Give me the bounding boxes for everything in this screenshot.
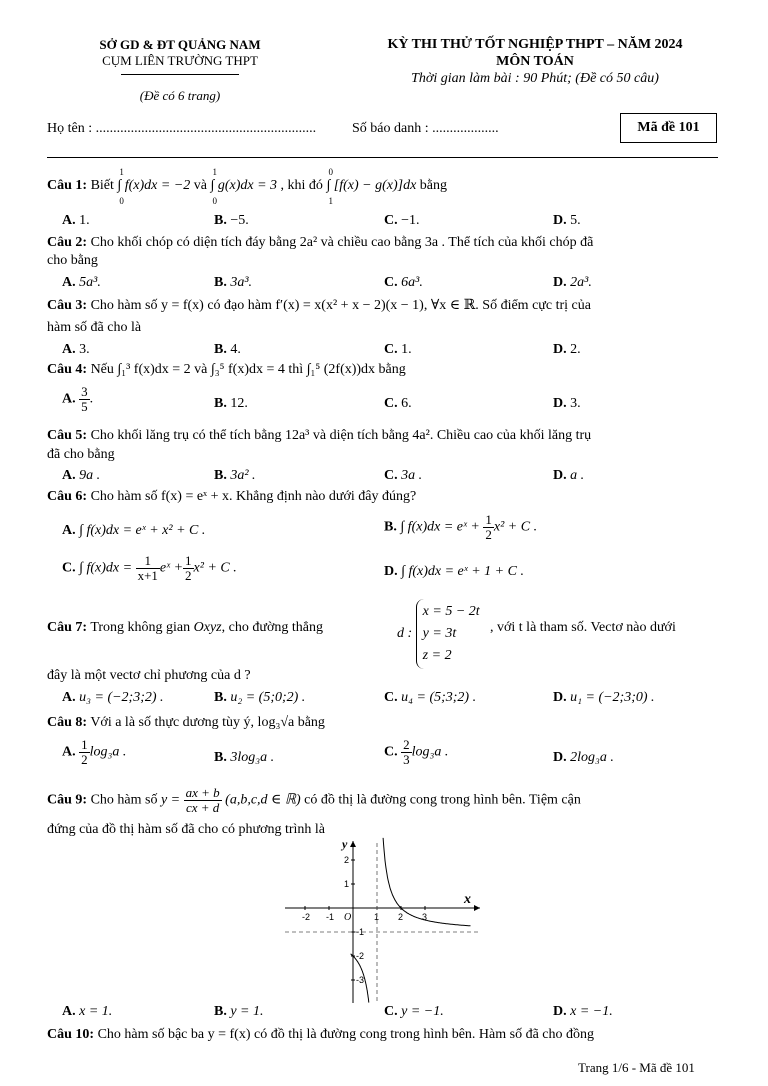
question-7: Câu 7: Trong không gian Oxyz, cho đường thẳng xyxy=(47,620,323,635)
question-7-tail: , với t là tham số. Vectơ nào dưới xyxy=(490,620,676,635)
x-tick-label: 2 xyxy=(398,912,404,922)
q8-option-b[interactable]: B. 3log₃a . xyxy=(214,750,275,765)
q1-option-a[interactable]: A. 1. xyxy=(62,213,90,228)
x-tick-label: 1 xyxy=(374,912,380,922)
y-tick-label: -2 xyxy=(356,951,365,961)
q9-option-c[interactable]: C. y = −1. xyxy=(384,1004,444,1019)
question-4: Câu 4: Nếu ∫₁³ f(x)dx = 2 và ∫₃⁵ f(x)dx = 4 thì ∫₁⁵ (2f(x))dx bằng xyxy=(47,362,406,377)
x-tick-label: -2 xyxy=(302,912,311,922)
question-3: Câu 3: Cho hàm số y = f(x) có đạo hàm f′(x) = x(x² + x − 2)(x − 1), ∀x ∈ ℝ. Số điểm cực trị của xyxy=(47,298,591,313)
question-10: Câu 10: Cho hàm số bậc ba y = f(x) có đồ thị là đường cong trong hình bên. Hàm số đã cho đồng xyxy=(47,1027,595,1042)
hyperbola-graph xyxy=(280,835,490,1005)
q9-option-b[interactable]: B. y = 1. xyxy=(214,1004,264,1019)
q7-option-b[interactable]: B. u₂ = (5;0;2) . xyxy=(214,690,306,705)
q6-option-a[interactable]: A. ∫ f(x)dx = eˣ + x² + C . xyxy=(62,523,206,538)
q1-option-b[interactable]: B. −5. xyxy=(214,213,249,228)
x-tick-label: 3 xyxy=(422,912,428,922)
q4-option-a[interactable]: A. $\frac{3}{5}$ . xyxy=(62,384,94,414)
q8-option-c[interactable]: C. $\frac{2}{3}$ log₃a . xyxy=(384,737,449,767)
q7-option-d[interactable]: D. u₁ = (−2;3;0) . xyxy=(553,690,655,705)
q4-option-c[interactable]: C. 6. xyxy=(384,396,412,411)
time-note: Thời gian làm bài : 90 Phút; (Đề có 50 câu) xyxy=(411,71,659,86)
name-field: Họ tên : ............................................................... xyxy=(47,121,317,136)
x-axis-label: x xyxy=(464,892,471,907)
q2-option-b[interactable]: B. 3a³. xyxy=(214,275,253,290)
exam-code-box: Mã đề 101 xyxy=(620,113,717,143)
q8-option-d[interactable]: D. 2log₃a . xyxy=(553,750,614,765)
header-rule xyxy=(121,74,239,75)
origin-label: O xyxy=(344,912,352,923)
x-tick-label: -1 xyxy=(326,912,335,922)
q6-option-b[interactable]: B. ∫ f(x)dx = eˣ + $\frac{1}{2}$ x² + C . xyxy=(384,512,538,542)
q4-option-d[interactable]: D. 3. xyxy=(553,396,581,411)
question-9-line2: đứng của đồ thị hàm số đã cho có phương trình là xyxy=(47,822,326,837)
question-2: Câu 2: Cho khối chóp có diện tích đáy bằng 2a² và chiều cao bằng 3a . Thể tích của khối chóp đã xyxy=(47,235,594,250)
question-2-line2: cho bằng xyxy=(47,253,98,268)
question-3-line2: hàm số đã cho là xyxy=(47,320,142,335)
q4-option-b[interactable]: B. 12. xyxy=(214,396,248,411)
candidate-number-field: Số báo danh : ................... xyxy=(352,121,499,136)
q7-option-a[interactable]: A. u₃ = (−2;3;2) . xyxy=(62,690,164,705)
q3-option-c[interactable]: C. 1. xyxy=(384,342,412,357)
question-7-line2: đây là một vectơ chỉ phương của d ? xyxy=(47,668,251,683)
q8-option-a[interactable]: A. $\frac{1}{2}$ log₃a . xyxy=(62,737,127,767)
q5-option-a[interactable]: A. 9a . xyxy=(62,468,101,483)
q9-option-d[interactable]: D. x = −1. xyxy=(553,1004,613,1019)
question-9: Câu 9: Cho hàm số y = $\frac{ax + b}{cx + d}$ (a,b,c,d ∈ ℝ) có đồ thị là đường cong trong hình bên. Tiệm cận xyxy=(47,785,581,815)
page-footer: Trang 1/6 - Mã đề 101 xyxy=(578,1060,695,1075)
question-5: Câu 5: Cho khối lăng trụ có thể tích bằng 12a³ và diện tích bằng 4a². Chiều cao của khối lăng trụ xyxy=(47,428,592,443)
q5-option-d[interactable]: D. a . xyxy=(553,468,585,483)
dept-name: SỞ GD & ĐT QUẢNG NAM xyxy=(99,37,261,52)
line-equation-system: d : x = 5 − 2t y = 3t z = 2 xyxy=(397,599,486,669)
q2-option-a[interactable]: A. 5a³. xyxy=(62,275,101,290)
q1-option-c[interactable]: C. −1. xyxy=(384,213,420,228)
q6-option-c[interactable]: C. ∫ f(x)dx = $\frac{1}{x+1}$ eˣ + $\frac{1}{2}$ x² + C . xyxy=(62,553,237,583)
q2-option-c[interactable]: C. 6a³. xyxy=(384,275,423,290)
header-divider xyxy=(47,157,718,158)
q3-option-d[interactable]: D. 2. xyxy=(553,342,581,357)
y-tick-label: -1 xyxy=(356,927,365,937)
question-8: Câu 8: Với a là số thực dương tùy ý, log₃√a bằng xyxy=(47,715,325,730)
exam-title: KỲ THI THỬ TỐT NGHIỆP THPT – NĂM 2024 xyxy=(387,37,683,52)
y-tick-label: -3 xyxy=(356,975,365,985)
q3-option-b[interactable]: B. 4. xyxy=(214,342,241,357)
q2-option-d[interactable]: D. 2a³. xyxy=(553,275,592,290)
question-1: Câu 1: Biết 1 0 ∫ f(x)dx = −2 và 1 0 ∫ g(x)dx = 3 , khi đó 0 1 ∫ [f(x) − g(x)]dx bằng xyxy=(47,167,448,206)
q5-option-b[interactable]: B. 3a² . xyxy=(214,468,256,483)
cluster-name: CỤM LIÊN TRƯỜNG THPT xyxy=(102,53,258,68)
y-tick-label: 1 xyxy=(344,879,350,889)
q1-option-d[interactable]: D. 5. xyxy=(553,213,581,228)
question-6: Câu 6: Cho hàm số f(x) = eˣ + x. Khẳng định nào dưới đây đúng? xyxy=(47,489,417,504)
y-axis-label: y xyxy=(342,837,348,851)
pages-note: (Đề có 6 trang) xyxy=(139,88,221,103)
q7-option-c[interactable]: C. u₄ = (5;3;2) . xyxy=(384,690,477,705)
q6-option-d[interactable]: D. ∫ f(x)dx = eˣ + 1 + C . xyxy=(384,564,524,579)
q5-option-c[interactable]: C. 3a . xyxy=(384,468,423,483)
q3-option-a[interactable]: A. 3. xyxy=(62,342,90,357)
y-tick-label: 2 xyxy=(344,855,350,865)
q9-option-a[interactable]: A. x = 1. xyxy=(62,1004,113,1019)
question-5-line2: đã cho bằng xyxy=(47,447,115,462)
subject: MÔN TOÁN xyxy=(496,54,574,69)
